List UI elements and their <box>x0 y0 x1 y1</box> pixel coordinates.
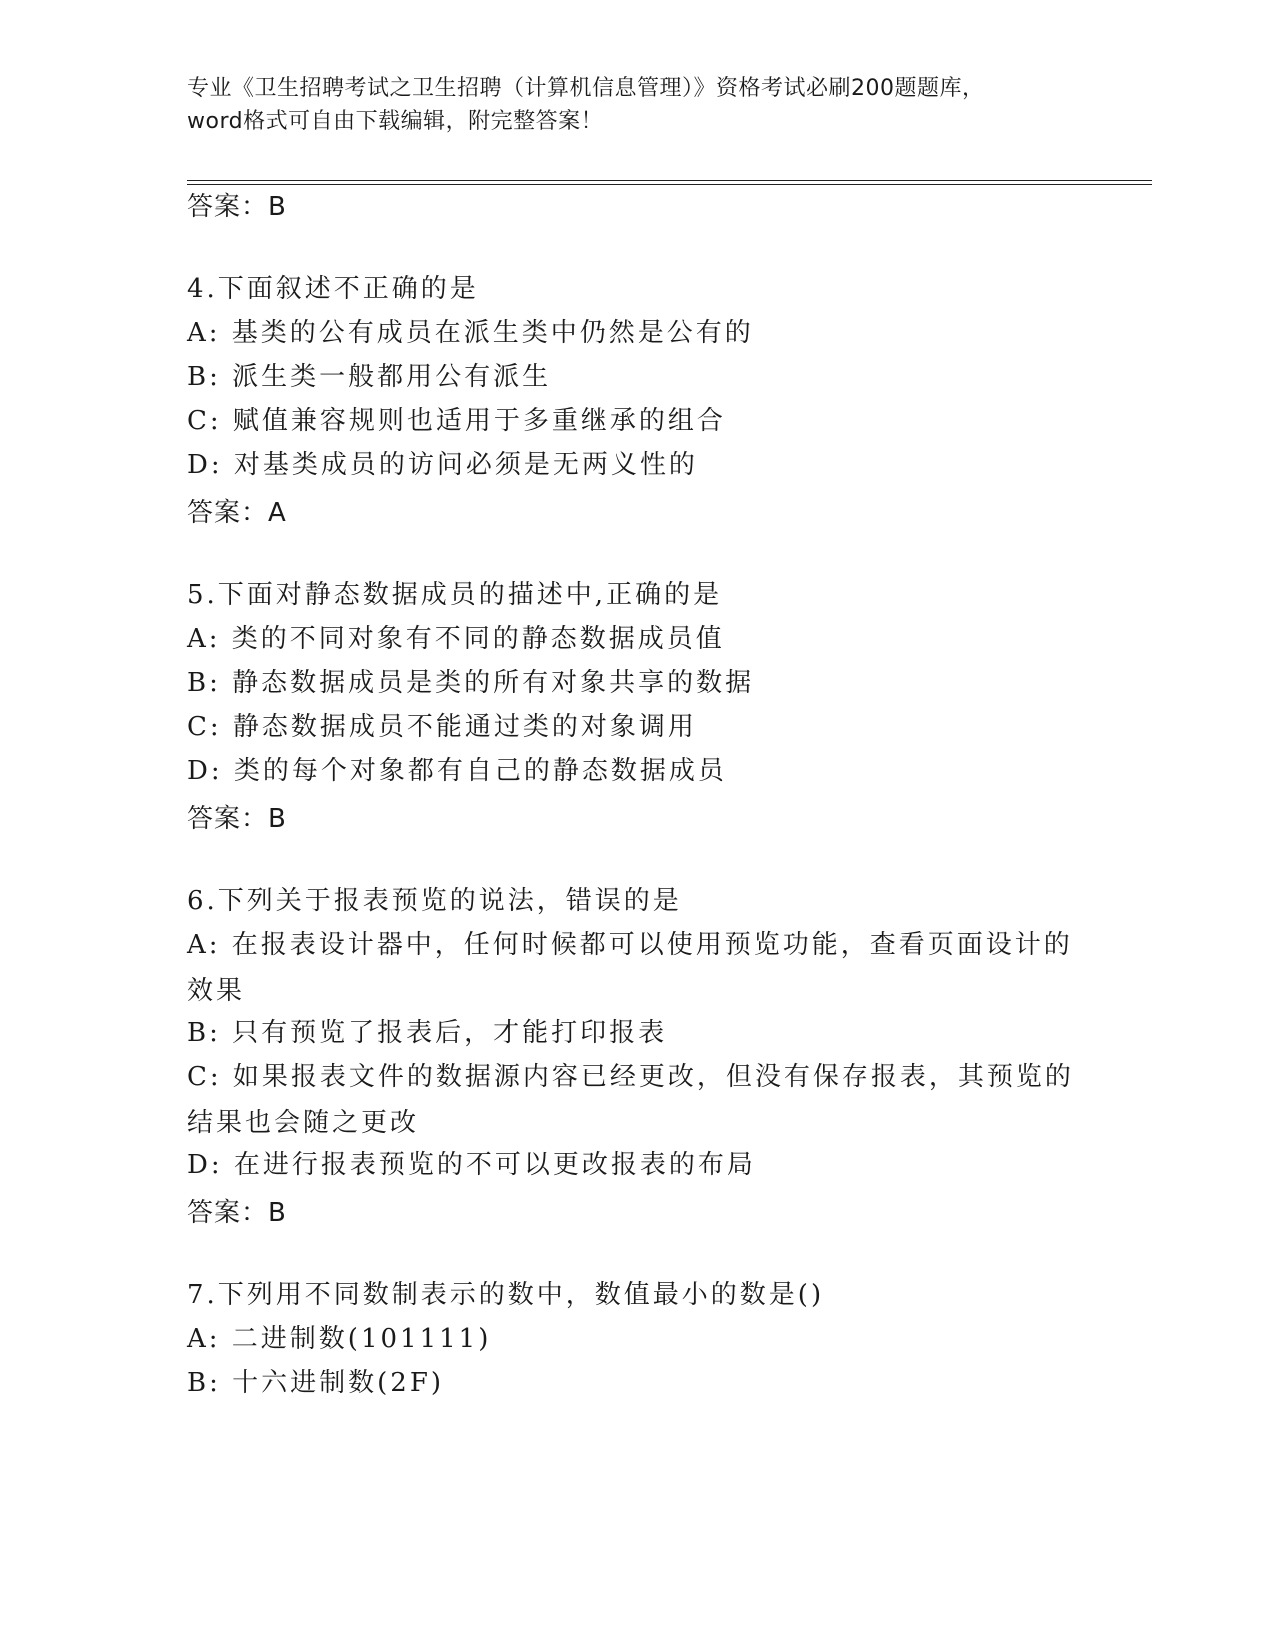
header-line-2: word格式可自由下载编辑，附完整答案！ <box>187 109 604 134</box>
option-a: A: 类的不同对象有不同的静态数据成员值 <box>187 624 725 654</box>
question-stem: 4.下面叙述不正确的是 <box>187 274 479 304</box>
option-a: A: 二进制数(101111) <box>187 1324 492 1354</box>
option-c: C: 静态数据成员不能通过类的对象调用 <box>187 712 697 742</box>
option-b: B: 派生类一般都用公有派生 <box>187 362 552 392</box>
option-b: B: 十六进制数(2F) <box>187 1368 445 1398</box>
option-c: C: 赋值兼容规则也适用于多重继承的组合 <box>187 406 726 436</box>
option-d: D: 类的每个对象都有自己的静态数据成员 <box>187 756 727 786</box>
answer-q5: 答案：B <box>187 804 287 834</box>
header-divider-top <box>187 180 1152 181</box>
option-b: B: 只有预览了报表后，才能打印报表 <box>187 1018 668 1048</box>
header-divider-bottom <box>187 184 1152 185</box>
question-stem: 7.下列用不同数制表示的数中，数值最小的数是() <box>187 1280 825 1310</box>
option-a: A: 基类的公有成员在派生类中仍然是公有的 <box>187 318 754 348</box>
answer-q4: 答案：A <box>187 498 287 528</box>
option-a: A: 在报表设计器中，任何时候都可以使用预览功能，查看页面设计的效果 <box>187 930 1073 1006</box>
question-stem: 6.下列关于报表预览的说法，错误的是 <box>187 886 682 916</box>
option-c: C: 如果报表文件的数据源内容已经更改，但没有保存报表，其预览的结果也会随之更改 <box>187 1062 1074 1138</box>
header-line-1: 专业《卫生招聘考试之卫生招聘（计算机信息管理）》资格考试必刷200题题库， <box>187 76 985 101</box>
option-b: B: 静态数据成员是类的所有对象共享的数据 <box>187 668 755 698</box>
document-header <box>187 72 1087 138</box>
question-stem: 5.下面对静态数据成员的描述中,正确的是 <box>187 580 723 610</box>
answer-q6: 答案：B <box>187 1198 287 1228</box>
answer-q3: 答案：B <box>187 192 287 222</box>
option-d: D: 对基类成员的访问必须是无两义性的 <box>187 450 698 480</box>
option-d: D: 在进行报表预览的不可以更改报表的布局 <box>187 1150 756 1180</box>
